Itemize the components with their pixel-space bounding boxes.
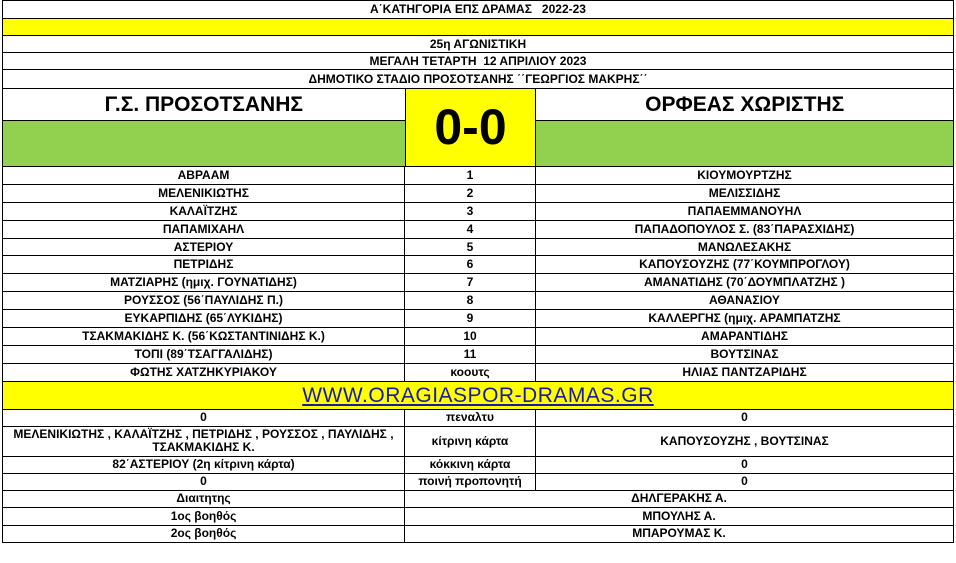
lineup-row — [2, 274, 954, 292]
official-role: 2ος βοηθός — [3, 526, 405, 543]
official-name: ΔΗΛΓΕΡΑΚΗΣ Α. — [631, 491, 727, 506]
home-player: ΡΟΥΣΣΟΣ (56΄ΠΑΥΛΙΔΗΣ Π.) — [3, 292, 405, 309]
home-player: ΑΣΤΕΡΙΟΥ — [3, 239, 405, 256]
lineup-row — [2, 185, 954, 203]
away-player: ΠΑΠΑΔΟΠΟΥΛΟΣ Σ. (83΄ΠΑΡΑΣΧΙΔΗΣ) — [634, 221, 855, 236]
official-row — [2, 491, 954, 509]
officials-table — [2, 491, 954, 544]
home-player: ΑΒΡΑΑΜ — [3, 167, 405, 184]
official-name: ΜΠΟΥΛΗΣ Α. — [642, 508, 716, 523]
stat-row — [2, 427, 954, 457]
official-role: 1ος βοηθός — [3, 508, 405, 525]
away-player: ΜΑΝΩΛΕΣΑΚΗΣ — [697, 239, 792, 254]
away-stat: 0 — [741, 457, 748, 472]
away-team-name: ΟΡΦΕΑΣ ΧΩΡΙΣΤΗΣ — [536, 89, 953, 121]
shirt-number: 3 — [405, 203, 536, 220]
category-row — [2, 0, 954, 19]
website-banner — [2, 382, 954, 410]
lineups-table — [2, 167, 954, 382]
category-title: Α΄ΚΑΤΗΓΟΡΙΑ ΕΠΣ ΔΡΑΜΑΣ 2022-23 — [370, 2, 586, 16]
stat-label: ποινή προπονητή — [405, 474, 536, 490]
home-player: ΤΣΑΚΜΑΚΙΔΗΣ Κ. (56΄ΚΩΣΤΑΝΤΙΝΙΔΗΣ Κ.) — [3, 328, 405, 345]
away-player: ΚΙΟΥΜΟΥΡΤΖΗΣ — [697, 167, 792, 182]
home-player: ΠΑΠΑΜΙΧΑΗΛ — [3, 221, 405, 238]
lineup-row — [2, 256, 954, 274]
lineup-row — [2, 167, 954, 185]
away-player: ΠΑΠΑΕΜΜΑΝΟΥΗΛ — [687, 203, 802, 218]
shirt-number: 1 — [405, 167, 536, 184]
lineup-row — [2, 239, 954, 257]
away-player: ΑΘΑΝΑΣΙΟΥ — [709, 293, 780, 308]
venue-row — [2, 70, 954, 89]
stats-table — [2, 410, 954, 491]
home-player: ΜΑΤΖΙΑΡΗΣ (ημιχ. ΓΟΥΝΑΤΙΔΗΣ) — [3, 274, 405, 291]
matchday-row — [2, 36, 954, 53]
stat-label: κίτρινη κάρτα — [405, 427, 536, 456]
stat-label: πεναλτυ — [405, 410, 536, 426]
shirt-number: 4 — [405, 221, 536, 238]
yellow-separator — [2, 19, 954, 36]
shirt-number: 10 — [405, 328, 536, 345]
away-player: ΑΜΑΝΑΤΙΔΗΣ (70΄ΔΟΥΜΠΛΑΤΖΗΣ ) — [644, 275, 845, 290]
stat-row — [2, 474, 954, 491]
away-stat: 0 — [741, 410, 748, 425]
stat-row — [2, 410, 954, 427]
away-player: ΜΕΛΙΣΣΙΔΗΣ — [708, 185, 781, 200]
lineup-row — [2, 346, 954, 364]
shirt-number: 8 — [405, 292, 536, 309]
shirt-number: 5 — [405, 239, 536, 256]
shirt-number: 7 — [405, 274, 536, 291]
home-team-name: Γ.Σ. ΠΡΟΣΟΤΣΑΝΗΣ — [3, 89, 405, 121]
home-stat: ΜΕΛΕΝΙΚΙΩΤΗΣ , ΚΑΛΑΪΤΖΗΣ , ΠΕΤΡΙΔΗΣ , ΡΟΥΣΣΟΣ , ΠΑΥΛΙΔΗΣ , ΤΣΑΚΜΑΚΙΔΗΣ Κ. — [3, 427, 405, 456]
teams-row — [2, 89, 954, 167]
lineup-row — [2, 292, 954, 310]
home-player: ΦΩΤΗΣ ΧΑΤΖΗΚΥΡΙΑΚΟΥ — [3, 364, 405, 381]
away-stat: ΚΑΠΟΥΣΟΥΖΗΣ , ΒΟΥΤΣΙΝΑΣ — [660, 433, 829, 448]
official-name: ΜΠΑΡΟΥΜΑΣ Κ. — [632, 526, 726, 541]
away-player: ΚΑΠΟΥΣΟΥΖΗΣ (77΄ΚΟΥΜΠΡΟΓΛΟΥ) — [639, 257, 850, 272]
match-report-sheet — [2, 0, 954, 543]
lineup-row — [2, 310, 954, 328]
home-team-color-bar — [3, 121, 405, 166]
away-player: ΒΟΥΤΣΙΝΑΣ — [710, 346, 779, 361]
home-player: ΚΑΛΑΪΤΖΗΣ — [3, 203, 405, 220]
date-row — [2, 53, 954, 70]
final-score: 0-0 — [406, 89, 537, 166]
shirt-number: 6 — [405, 256, 536, 273]
away-team-color-bar — [536, 121, 953, 166]
home-player: ΤΟΠΙ (89΄ΤΣΑΓΓΑΛΙΔΗΣ) — [3, 346, 405, 363]
home-player: ΜΕΛΕΝΙΚΙΩΤΗΣ — [3, 185, 405, 202]
shirt-number: 2 — [405, 185, 536, 202]
away-player: ΑΜΑΡΑΝΤΙΔΗΣ — [701, 328, 788, 343]
lineup-row — [2, 221, 954, 239]
away-stat: 0 — [741, 474, 748, 489]
matchday: 25η ΑΓΩΝΙΣΤΙΚΗ — [429, 36, 527, 51]
home-player: ΠΕΤΡΙΔΗΣ — [3, 256, 405, 273]
home-stat: 0 — [3, 410, 405, 426]
home-stat: 0 — [3, 474, 405, 490]
lineup-row — [2, 364, 954, 382]
stat-label: κόκκινη κάρτα — [405, 457, 536, 473]
away-player: ΚΑΛΛΕΡΓΗΣ (ημιχ. ΑΡΑΜΠΑΤΖΗΣ — [648, 311, 841, 326]
lineup-row — [2, 203, 954, 221]
website-link[interactable]: WWW.ORAGIASPOR-DRAMAS.GR — [302, 383, 654, 407]
home-player: ΕΥΚΑΡΠΙΔΗΣ (65΄ΛΥΚΙΔΗΣ) — [3, 310, 405, 327]
official-row — [2, 526, 954, 544]
official-row — [2, 508, 954, 526]
stat-row — [2, 457, 954, 474]
official-role: Διαιτητης — [3, 491, 405, 508]
lineup-row — [2, 328, 954, 346]
shirt-number: 9 — [405, 310, 536, 327]
match-date: ΜΕΓΑΛΗ ΤΕΤΑΡΤΗ 12 ΑΠΡΙΛΙΟΥ 2023 — [369, 53, 587, 68]
home-stat: 82΄ΑΣΤΕΡΙΟΥ (2η κίτρινη κάρτα) — [3, 457, 405, 473]
shirt-number: κοουτς — [405, 364, 536, 381]
venue: ΔΗΜΟΤΙΚΟ ΣΤΑΔΙΟ ΠΡΟΣΟΤΣΑΝΗΣ ΄΄ΓΕΩΡΓΙΟΣ ΜΑΚΡΗΣ΄΄ — [308, 71, 648, 86]
shirt-number: 11 — [405, 346, 536, 363]
away-player: ΗΛΙΑΣ ΠΑΝΤΖΑΡΙΔΗΣ — [682, 364, 807, 379]
